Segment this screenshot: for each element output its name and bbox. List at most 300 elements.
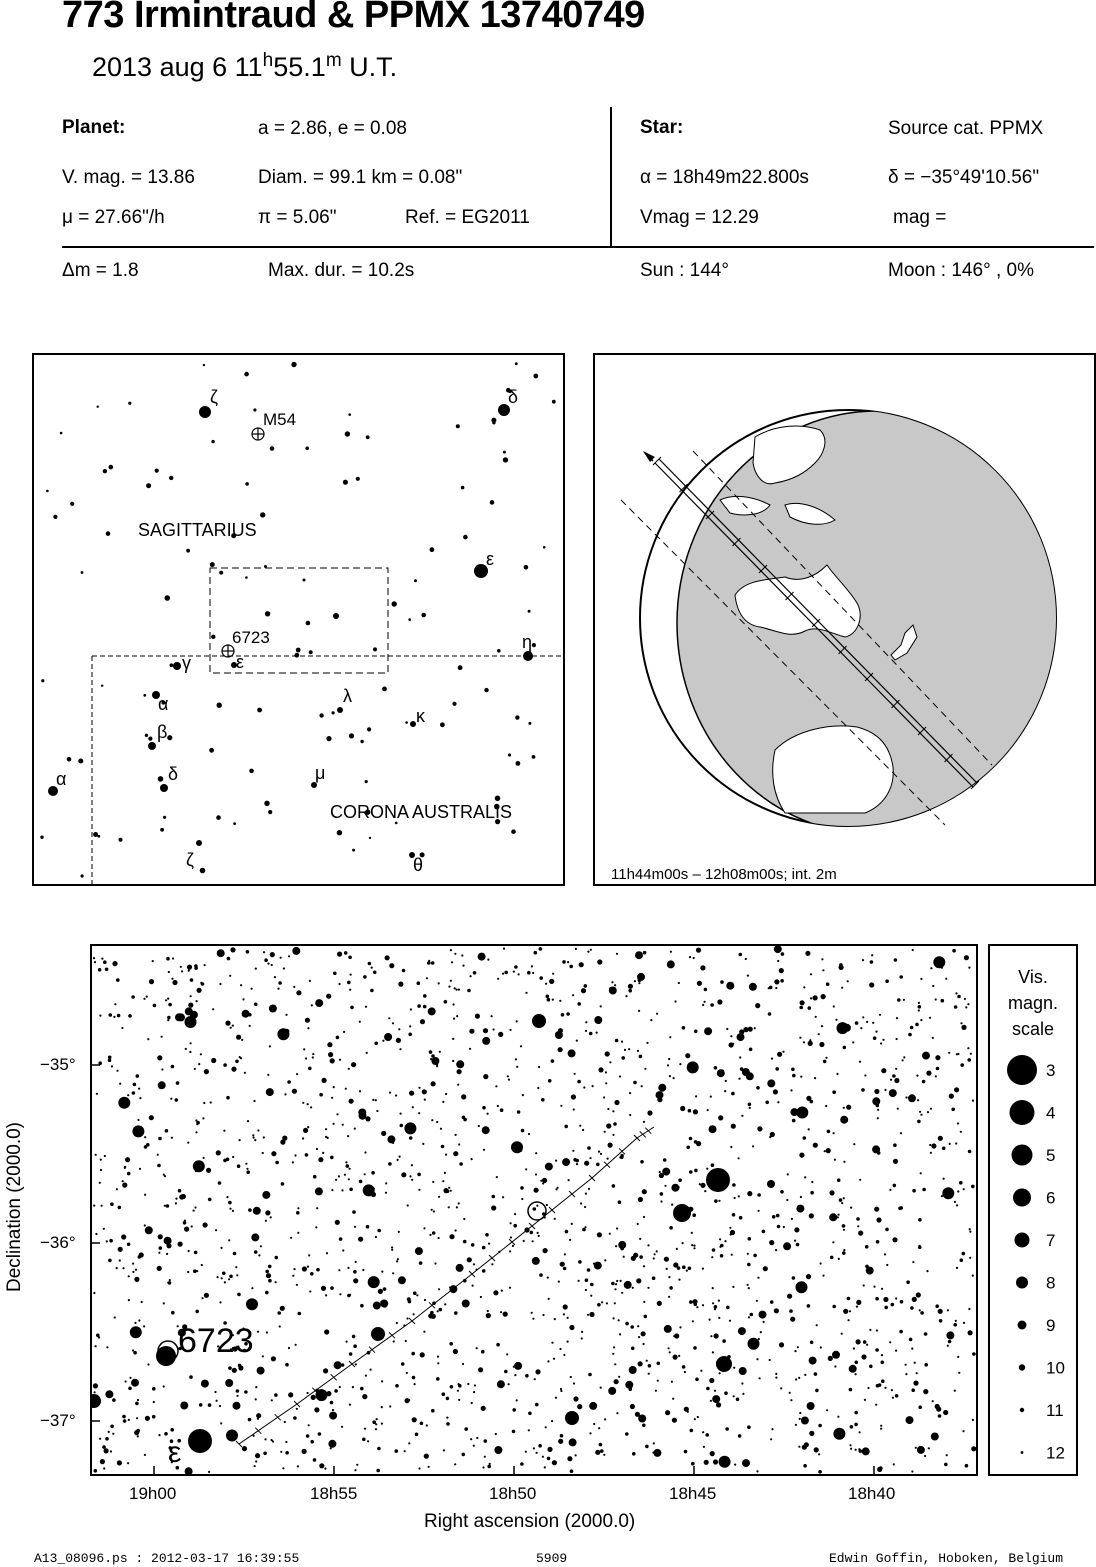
field-star [117, 1460, 122, 1465]
field-star [187, 1271, 189, 1273]
field-star [391, 1246, 393, 1248]
field-star [431, 1057, 439, 1065]
field-star [371, 967, 373, 969]
field-star [738, 1157, 740, 1159]
field-star [502, 1196, 504, 1198]
field-star [442, 1180, 444, 1182]
field-star [643, 1121, 645, 1123]
field-star [905, 1373, 907, 1375]
field-star [458, 1399, 460, 1401]
field-star [853, 1347, 855, 1349]
field-star [884, 1306, 888, 1310]
field-star [572, 1150, 574, 1152]
field-star [895, 1394, 899, 1398]
field-star [841, 1333, 843, 1335]
field-star [834, 1159, 836, 1161]
field-star [266, 1331, 268, 1333]
field-star [837, 1178, 841, 1182]
bright-star [188, 1429, 212, 1453]
field-star [492, 1195, 496, 1199]
field-star [512, 1408, 516, 1412]
field-star [968, 1150, 972, 1154]
field-star [365, 1375, 367, 1377]
field-star [520, 1462, 524, 1466]
field-star [924, 1332, 928, 1336]
field-star [219, 1405, 221, 1407]
field-star [285, 1451, 289, 1455]
field-star [111, 1065, 113, 1067]
field-star [389, 1405, 391, 1407]
field-star [523, 1240, 525, 1242]
planet-diam: Diam. = 99.1 km = 0.08" [258, 167, 463, 188]
field-star [98, 1336, 100, 1338]
field-star [775, 1067, 779, 1071]
field-star [682, 1242, 684, 1244]
field-star [257, 1331, 259, 1333]
field-star [775, 987, 777, 989]
field-star [453, 1018, 455, 1020]
field-star [236, 1389, 240, 1393]
field-star [195, 1119, 197, 1121]
field-star [516, 1399, 518, 1401]
field-star [912, 1261, 914, 1263]
field-star [853, 1143, 855, 1145]
field-star [968, 1330, 973, 1335]
field-star [531, 1312, 533, 1314]
field-star [137, 1435, 139, 1437]
field-star [238, 1364, 242, 1368]
field-star [776, 1214, 780, 1218]
finder-star [160, 784, 168, 792]
finder-star [392, 601, 397, 606]
field-star [567, 1456, 572, 1461]
field-star [128, 1014, 132, 1018]
field-star [577, 1002, 581, 1006]
finder-star [408, 618, 411, 621]
field-star [882, 1039, 884, 1041]
m54-cluster-icon [252, 428, 264, 440]
field-star [876, 1384, 880, 1388]
field-star [559, 1348, 561, 1350]
field-star [596, 1032, 598, 1034]
field-star [536, 1452, 538, 1454]
field-star [152, 960, 154, 962]
finder-star [452, 702, 456, 706]
legend-dot [1019, 1364, 1025, 1370]
field-star [262, 1152, 264, 1154]
field-star [742, 1459, 750, 1467]
field-star [325, 1294, 327, 1296]
field-star [842, 1251, 846, 1255]
field-star [125, 1157, 130, 1162]
globe-svg [595, 355, 1094, 884]
field-star [497, 1380, 505, 1388]
field-star [275, 1161, 279, 1165]
footer-author: Edwin Goffin, Hoboken, Belgium [829, 1551, 1064, 1566]
field-star [608, 1143, 613, 1148]
field-star [782, 1051, 784, 1053]
field-star [869, 982, 874, 987]
field-star [795, 1378, 797, 1380]
field-star [760, 1331, 762, 1333]
field-star [841, 1202, 843, 1204]
field-star [423, 1227, 425, 1229]
field-star [577, 1080, 581, 1084]
field-star [426, 977, 428, 979]
field-star [547, 1457, 551, 1461]
field-star [398, 1276, 406, 1284]
field-star [363, 975, 367, 979]
field-star [729, 1320, 731, 1322]
field-star [955, 992, 957, 994]
finder-star [169, 476, 173, 480]
field-star [702, 1004, 704, 1006]
field-star [575, 1454, 577, 1456]
finder-star [173, 662, 181, 670]
field-star [143, 1325, 145, 1327]
field-star [803, 1041, 805, 1043]
field-star [446, 1417, 448, 1419]
field-star [714, 1308, 716, 1310]
field-star [347, 1294, 351, 1298]
field-star [647, 1110, 652, 1115]
field-star [168, 1281, 172, 1285]
field-star [770, 1300, 774, 1304]
field-star [489, 1463, 491, 1465]
field-star [288, 1392, 293, 1397]
field-star [732, 1286, 734, 1288]
field-star [787, 1294, 792, 1299]
field-star [271, 1356, 276, 1361]
finder-star [244, 372, 249, 377]
legend-dot [1016, 1277, 1028, 1289]
field-star [643, 1216, 645, 1218]
finder-star [440, 722, 445, 727]
field-star [501, 1290, 503, 1292]
field-star [815, 1389, 819, 1393]
field-star [583, 1086, 585, 1088]
field-star [418, 1112, 420, 1114]
field-star [474, 1384, 476, 1386]
field-star [352, 1386, 354, 1388]
field-star [106, 1346, 108, 1348]
field-star [424, 1454, 429, 1459]
field-star [568, 1179, 570, 1181]
field-star [195, 1310, 199, 1314]
field-star [893, 1463, 895, 1465]
field-star [535, 1173, 537, 1175]
field-star [535, 1369, 540, 1374]
field-star [613, 1346, 615, 1348]
field-star [262, 1355, 264, 1357]
finder-star [461, 486, 465, 490]
field-star [647, 1244, 649, 1246]
field-star [100, 1169, 102, 1171]
field-star [720, 1069, 724, 1073]
field-star [620, 1156, 624, 1160]
field-star [871, 954, 873, 956]
field-star [876, 1240, 880, 1244]
field-star [733, 1395, 735, 1397]
field-star [400, 1124, 404, 1128]
bright-star [716, 1356, 732, 1372]
field-star [118, 1097, 130, 1109]
field-star [964, 955, 969, 960]
field-star [621, 1292, 623, 1294]
field-star [914, 1362, 916, 1364]
field-star [606, 1302, 608, 1304]
field-star [133, 1083, 137, 1087]
field-star [244, 1390, 248, 1394]
bright-star [92, 1394, 101, 1408]
field-star [843, 1249, 845, 1251]
field-star [732, 1183, 736, 1187]
field-star [707, 1109, 709, 1111]
finder-star [352, 849, 355, 852]
field-star [935, 1075, 937, 1077]
field-star [283, 967, 285, 969]
field-star [692, 1213, 696, 1217]
field-star [163, 1174, 165, 1176]
field-star [274, 976, 276, 978]
field-star [317, 1268, 319, 1270]
field-star [861, 1088, 865, 1092]
field-star [808, 1128, 810, 1130]
field-star [112, 1398, 116, 1402]
field-star [920, 1311, 924, 1315]
field-star [710, 1003, 714, 1007]
legend-title-line: Vis. [1018, 967, 1048, 987]
field-star [329, 1412, 337, 1420]
greek-label: η [522, 632, 533, 652]
field-star [349, 989, 351, 991]
field-star [724, 1391, 728, 1395]
field-star [935, 1055, 940, 1060]
field-star [573, 1108, 575, 1110]
field-star [277, 1028, 289, 1040]
planet-ref: Ref. = EG2011 [405, 207, 530, 228]
field-star [801, 1417, 809, 1425]
field-star [507, 1075, 509, 1077]
field-star [935, 998, 937, 1000]
field-star [632, 1452, 636, 1456]
field-star [292, 1275, 294, 1277]
field-star [666, 1268, 668, 1270]
field-star [135, 1269, 137, 1271]
object-label: M54 [263, 410, 297, 429]
field-star [740, 1067, 744, 1071]
field-star [453, 1151, 458, 1156]
field-star [604, 1259, 606, 1261]
field-star [748, 1103, 752, 1107]
field-star [539, 976, 543, 980]
field-star [850, 1448, 852, 1450]
field-star [521, 1198, 523, 1200]
field-star [284, 1421, 286, 1423]
finder-star [167, 735, 172, 740]
field-star [103, 1228, 105, 1230]
field-star [618, 1319, 620, 1321]
legend-svg [990, 946, 1076, 1474]
field-star [193, 1210, 195, 1212]
field-star [612, 1353, 614, 1355]
field-star [312, 1053, 314, 1055]
field-star [436, 1377, 440, 1381]
field-star [136, 1417, 138, 1419]
field-star [194, 966, 198, 970]
field-star [353, 1344, 357, 1348]
field-star [827, 1130, 831, 1134]
field-star [895, 1068, 897, 1070]
field-star [791, 1218, 793, 1220]
field-star [810, 973, 812, 975]
field-star [253, 1137, 255, 1139]
field-star [233, 1402, 241, 1410]
field-star [206, 1168, 211, 1173]
field-star [204, 1293, 209, 1298]
field-star [355, 1261, 357, 1263]
field-star [522, 1094, 524, 1096]
field-star [293, 986, 295, 988]
field-star [917, 1446, 925, 1454]
field-star [116, 1267, 118, 1269]
field-star [926, 1071, 931, 1076]
field-star [780, 1387, 782, 1389]
field-star [440, 1128, 442, 1130]
field-star [431, 1209, 433, 1211]
field-star [739, 953, 743, 957]
field-star [833, 1005, 835, 1007]
field-star [858, 1231, 863, 1236]
field-star [630, 1325, 634, 1329]
bright-star [371, 1327, 385, 1341]
field-star [927, 1111, 929, 1113]
field-star [302, 1102, 304, 1104]
field-star [874, 1089, 879, 1094]
field-star [800, 1196, 802, 1198]
field-star [272, 1440, 274, 1442]
field-star [93, 1292, 95, 1294]
field-star [790, 1108, 798, 1116]
x-axis-label: Right ascension (2000.0) [424, 1511, 636, 1532]
field-star [865, 1245, 869, 1249]
finder-star [524, 565, 529, 570]
field-star [254, 1139, 256, 1141]
field-star [335, 1220, 340, 1225]
field-star [948, 1340, 952, 1344]
field-star [95, 1233, 97, 1235]
field-star [127, 1172, 131, 1176]
field-star [954, 1201, 956, 1203]
field-star [364, 1428, 366, 1430]
field-star [816, 1324, 818, 1326]
field-star [280, 1451, 282, 1453]
field-star [611, 1282, 615, 1286]
field-star [849, 1444, 851, 1446]
field-star [930, 1152, 932, 1154]
field-star [808, 1006, 812, 1010]
field-star [431, 1119, 433, 1121]
field-star [532, 1318, 534, 1320]
field-star [244, 1072, 246, 1074]
field-star [110, 1450, 112, 1452]
field-star [680, 1106, 685, 1111]
field-star [341, 1189, 343, 1191]
field-star [246, 1170, 250, 1174]
field-star [307, 1103, 309, 1105]
field-star [597, 1303, 601, 1307]
field-star [470, 1438, 472, 1440]
finder-stars [40, 362, 555, 878]
field-star [671, 1204, 673, 1206]
field-star [344, 1174, 346, 1176]
field-star [534, 952, 536, 954]
field-star [355, 1363, 357, 1365]
field-star [960, 1131, 962, 1133]
field-star [621, 1041, 623, 1043]
field-star [467, 1257, 472, 1262]
field-star [375, 1099, 377, 1101]
field-star [263, 951, 265, 953]
field-star [829, 1190, 834, 1195]
field-star [637, 1223, 639, 1225]
field-star [678, 982, 680, 984]
field-star [972, 1100, 974, 1102]
field-star [691, 1244, 693, 1246]
field-star [653, 1442, 655, 1444]
field-star [141, 1301, 143, 1303]
field-star [462, 1453, 466, 1457]
field-star [893, 1143, 897, 1147]
field-star [700, 1183, 705, 1188]
finder-star [503, 457, 508, 462]
field-star [674, 1000, 676, 1002]
field-star [657, 1301, 662, 1306]
field-star [310, 1440, 314, 1444]
antarctica [773, 726, 894, 813]
field-star [809, 1039, 811, 1041]
field-star [569, 1239, 571, 1241]
field-star [704, 988, 708, 992]
field-star [908, 1094, 916, 1102]
finder-star [360, 740, 363, 743]
field-star [187, 965, 192, 970]
field-star [446, 1397, 450, 1401]
field-star [287, 1080, 291, 1084]
field-star [806, 1096, 811, 1101]
field-star [589, 1402, 597, 1410]
field-star [781, 952, 785, 956]
field-star [935, 1404, 940, 1409]
field-star [343, 1031, 345, 1033]
field-star [321, 1286, 326, 1291]
page-title: 773 Irmintraud & PPMX 13740749 [62, 0, 645, 36]
field-star [389, 1092, 391, 1094]
field-star [328, 1052, 333, 1057]
field-star [448, 986, 450, 988]
field-star [94, 961, 96, 963]
field-star [392, 1022, 394, 1024]
field-star [184, 1227, 189, 1232]
field-star [427, 961, 431, 965]
field-star [706, 1168, 708, 1170]
field-star [285, 1363, 289, 1367]
field-star [794, 1240, 796, 1242]
field-star [957, 995, 961, 999]
field-star [905, 1096, 907, 1098]
field-star [694, 1418, 696, 1420]
field-star [902, 1059, 904, 1061]
